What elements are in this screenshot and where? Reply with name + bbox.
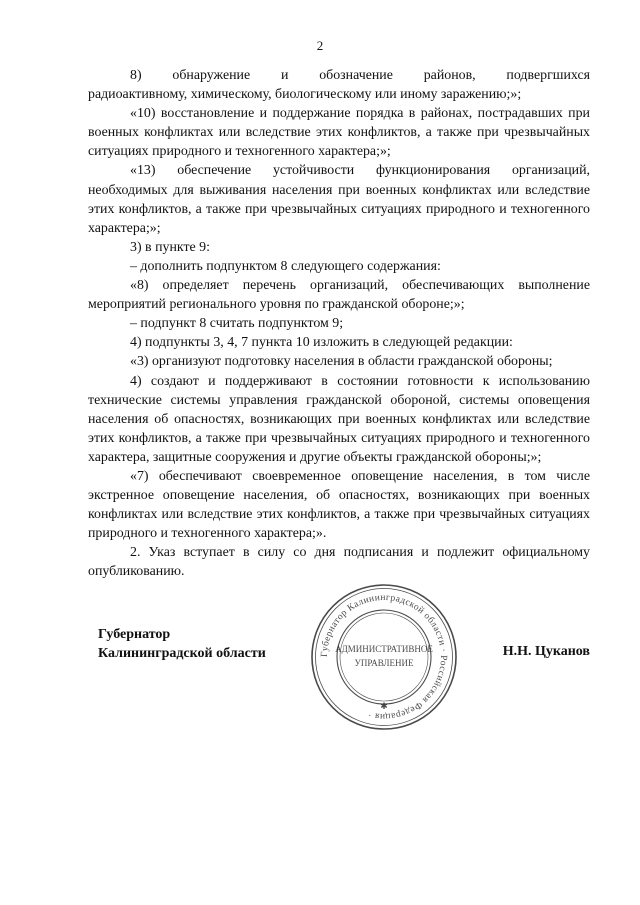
official-seal: [308, 581, 460, 733]
amendment-point-9: 3) в пункте 9:: [130, 239, 210, 255]
new-subpoint-8-text: «8) определяет перечень организаций, обеспечивающих выполнение мероприятий регионального уровня по гражданской обороне;»;: [88, 278, 590, 313]
seal-star-icon: ✱: [380, 702, 388, 712]
seal-center-line1: АДМИНИСТРАТИВНОЕ: [335, 644, 433, 654]
new-subpoint-4-text: 4) создают и поддерживают в состоянии готовности к использованию технические системы управления гражданской обороной, системы оповещения населения об опасностях, возникающих при военных конфликтах или вследствие этих конфликтов, а также при чрезвычайных ситуациях природного и техногенного характера, защитные сооружения и другие объекты гражданской обороны;»;: [88, 373, 590, 465]
new-subpoint-3-text: «3) организуют подготовку населения в области гражданской обороны;: [130, 354, 553, 370]
signatory-region: Калининградской области: [98, 646, 266, 661]
seal-ring-text: Губернатор Калининградской области · Российская Федерация ·: [319, 592, 449, 722]
signatory-position: [98, 625, 266, 663]
page-number: 2: [316, 38, 324, 53]
amendment-renumber-subpoint: – подпункт 8 считать подпунктом 9;: [130, 316, 344, 332]
amendment-point-10: 4) подпункты 3, 4, 7 пункта 10 изложить в следующей редакции:: [130, 335, 513, 351]
body-text: [88, 66, 590, 582]
signatory-name: Н.Н. Цуканов: [502, 644, 590, 659]
item-8-detection: 8) обнаружение и обозначение районов, подвергшихся радиоактивному, химическому, биологическому или иному заражению;»;: [88, 68, 590, 103]
effective-date-clause: 2. Указ вступает в силу со дня подписания и подлежит официальному опубликованию.: [88, 545, 590, 580]
amendment-add-subpoint-8: – дополнить подпунктом 8 следующего содержания:: [130, 258, 441, 274]
signatory-title: Губернатор: [98, 627, 171, 642]
item-10-order-restoration: «10) восстановление и поддержание порядка в районах, пострадавших при военных конфликтах или вследствие этих конфликтов, а также при чрезвычайных ситуациях природного и техногенного характера;»;: [88, 106, 590, 160]
item-13-organization-stability: «13) обеспечение устойчивости функционирования организаций, необходимых для выживания населения при военных конфликтах или вследствие этих конфликтов, а также при чрезвычайных ситуациях природного и техногенного характера;»;: [88, 163, 590, 236]
seal-center-line2: УПРАВЛЕНИЕ: [354, 658, 414, 668]
new-subpoint-7-text: «7) обеспечивают своевременное оповещение населения, в том числе экстренное оповещение населения, об опасностях, возникающих при военных конфликтах или вследствие этих конфликтов, а также при чрезвычайных ситуациях природного и техногенного характера;».: [88, 468, 590, 542]
